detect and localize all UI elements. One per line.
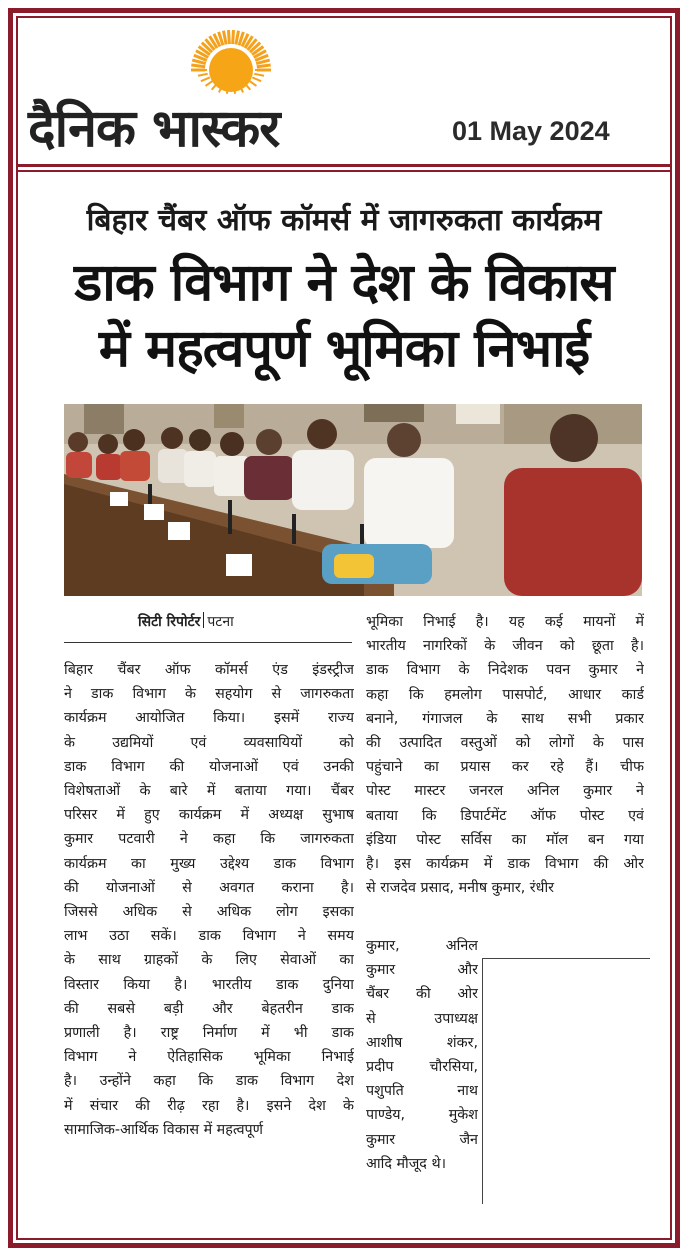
article-text-line: आशीष शंकर,: [366, 1034, 478, 1051]
event-photo: [64, 404, 642, 596]
article-text-line: बिहार चैंबर ऑफ कॉमर्स एंड इंडस्ट्रीज: [64, 662, 354, 678]
sun-ray: [224, 31, 227, 45]
article-text-line: पाण्डेय, मुकेश: [366, 1107, 478, 1124]
article-text-line: डाक विभाग की योजनाओं एवं उनकी: [64, 758, 354, 775]
empty-box-border: [482, 958, 483, 1204]
headline-line: डाक विभाग ने देश के विकास: [74, 253, 614, 313]
sun-ray: [233, 30, 234, 44]
sun-ray: [252, 77, 261, 81]
article-text-line: जिससे अधिक से अधिक लोग इसका: [64, 904, 354, 921]
article-text-line: विभाग ने ऐतिहासिक भूमिका निभाई: [64, 1049, 354, 1066]
article-headline: [28, 250, 660, 390]
article-body-right-column: [366, 610, 644, 900]
article-text-line: में संचार की रीढ़ रहा है। इसने देश के: [64, 1097, 354, 1114]
article-text-line: ने डाक विभाग के सहयोग से जागरुकता: [64, 686, 354, 703]
article-text-line: की सबसे बड़ी और बेहतरीन डाक: [64, 1000, 354, 1017]
article-text-line: कहा कि हमलोग पासपोर्ट, आधार कार्ड: [366, 686, 644, 703]
article-text-line: से उपाध्यक्ष: [366, 1010, 478, 1027]
sun-ray: [254, 74, 264, 76]
article-kicker: बिहार चैंबर ऑफ कॉमर्स में जागरुकता कार्यक्रम: [86, 203, 602, 238]
article-text-line: कुमार जैन: [366, 1131, 478, 1148]
article-text-line: की योजनाओं से अवगत कराना है।: [64, 879, 354, 896]
article-text-line: प्रणाली है। राष्ट्र निर्माण में भी डाक: [64, 1025, 354, 1042]
dateline-place: पटना: [207, 614, 234, 630]
byline-separator: [203, 612, 204, 628]
article-text-line: पहुंचाने का प्रयास कर रहे हैं। चीफ: [366, 759, 644, 776]
sun-ray: [201, 77, 210, 81]
article-body-left-column: [64, 658, 354, 1142]
article-text-line: विस्तार किया है। भारतीय डाक दुनिया: [64, 976, 354, 993]
sun-ray: [191, 65, 205, 67]
sun-ray: [228, 30, 229, 44]
article-text-line: की उत्पादित वस्तुओं को लोगों के पास: [366, 735, 644, 752]
article-text-line: है। उन्होंने कहा कि डाक विभाग देश: [64, 1073, 354, 1090]
article-text-line: कार्यक्रम का मुख्य उद्देश्य डाक विभाग: [64, 855, 354, 872]
article-text-line: के साथ ग्राहकों के लिए सेवाओं का: [64, 952, 354, 969]
article-text-line: विशेषताओं के बारे में बताया गया। चैंबर: [64, 783, 354, 800]
article-text-line: सामाजिक-आर्थिक विकास में महत्वपूर्ण: [64, 1121, 264, 1138]
article-text-line: कुमार, अनिल: [366, 938, 478, 954]
byline-divider: [64, 642, 352, 643]
sun-ray: [236, 31, 239, 45]
sun-ray: [249, 81, 256, 86]
headline-line: में महत्वपूर्ण भूमिका निभाई: [98, 319, 590, 379]
article-text-line: पशुपति नाथ: [366, 1083, 478, 1100]
empty-box-border: [482, 958, 650, 959]
article-text-line: परिसर में हुए कार्यक्रम में अध्यक्ष सुभाष: [64, 807, 354, 824]
masthead-divider: [16, 164, 672, 167]
article-text-line: चैंबर की ओर: [366, 986, 478, 1003]
article-text-line: प्रदीप चौरसिया,: [366, 1059, 478, 1076]
article-text-line: के उद्यमियों एवं व्यवसायियों को: [64, 734, 354, 751]
article-body-right-narrow-column: [366, 934, 478, 1176]
article-text-line: भारतीय नागरिकों के जीवन को छूता है।: [366, 638, 644, 655]
article-text-line: बनाने, गंगाजल के साथ सभी प्रकार: [366, 710, 644, 727]
article-text-line: कुमार पटवारी ने कहा कि जागरुकता: [64, 831, 354, 848]
article-text-line: कुमार और: [366, 962, 478, 979]
article-text-line: आदि मौजूद थे।: [366, 1155, 447, 1172]
article-text-line: लाभ उठा सकें। डाक विभाग ने समय: [64, 928, 354, 945]
masthead-divider-thin: [16, 170, 672, 172]
article-text-line: बताया कि डिपार्टमेंट ऑफ पोस्ट एवं: [366, 807, 644, 824]
article-text-line: इंडिया पोस्ट सर्विस का मॉल बन गया: [366, 831, 644, 848]
sun-ray: [198, 74, 208, 76]
article-text-line: भूमिका निभाई है। यह कई मायनों में: [366, 614, 644, 630]
sun-ray: [257, 65, 271, 67]
article-text-line: है। इस कार्यक्रम में डाक विभाग की ओर: [366, 856, 644, 873]
reporter-name: सिटी रिपोर्टर: [138, 614, 201, 630]
article-text-line: पोस्ट मास्टर जनरल अनिल कुमार ने: [366, 783, 644, 800]
article-text-line: डाक विभाग के निदेशक पवन कुमार ने: [366, 662, 644, 679]
sun-ray: [206, 81, 213, 86]
article-text-line: से राजदेव प्रसाद, मनीष कुमार, रंधीर: [366, 880, 554, 897]
newspaper-logo: दैनिक भास्कर: [28, 99, 280, 159]
article-text-line: कार्यक्रम आयोजित किया। इसमें राज्य: [64, 710, 354, 727]
byline: [138, 612, 234, 638]
publication-date: 01 May 2024: [452, 116, 610, 146]
